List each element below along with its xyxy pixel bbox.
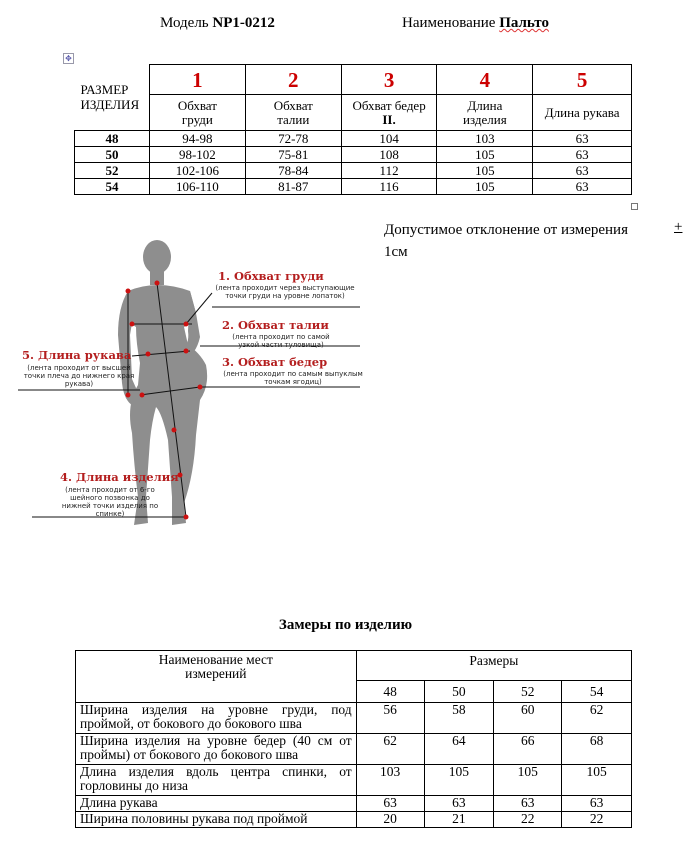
- column-label: Длина рукава: [533, 95, 632, 131]
- size-row-header-text: РАЗМЕР ИЗДЕЛИЯ: [80, 82, 140, 113]
- model-label: Модель: [160, 15, 209, 31]
- value-cell: 63: [533, 131, 632, 147]
- value-cell: 20: [356, 812, 424, 828]
- tolerance-sign: +: [674, 219, 683, 235]
- column-label: Обхват груди: [149, 95, 245, 131]
- column-number: 1: [149, 65, 245, 95]
- value-cell: 105: [494, 765, 562, 796]
- column-label-suffix: II.: [382, 111, 396, 127]
- size-header-cell: 50: [424, 681, 494, 703]
- size-cell: 48: [75, 131, 150, 147]
- value-cell: 105: [424, 765, 494, 796]
- table-row: [75, 147, 632, 163]
- table-row: [75, 179, 632, 195]
- column-label-text: Обхват бедер: [352, 97, 426, 113]
- value-cell: 78-84: [245, 163, 341, 179]
- column-number: 3: [341, 65, 437, 95]
- value-cell: 105: [437, 147, 533, 163]
- size-header-cell: 48: [356, 681, 424, 703]
- column-number: 2: [245, 65, 341, 95]
- value-cell: 105: [562, 765, 632, 796]
- value-cell: 56: [356, 703, 424, 734]
- size-row-header: [75, 65, 150, 131]
- value-cell: 63: [424, 796, 494, 812]
- figure-note-hips: (лента проходит по самым выпуклым точкам ягодиц): [223, 370, 363, 386]
- figure-note-sleeve: (лента проходит от высшей точки плеча до нижнего края рукава): [23, 364, 135, 388]
- model-value: NP1-0212: [212, 15, 275, 31]
- sizes-header: Размеры: [356, 651, 631, 681]
- value-cell: 58: [424, 703, 494, 734]
- table-row: [76, 812, 632, 828]
- column-label: Длина изделия: [437, 95, 533, 131]
- size-header-cell: 52: [494, 681, 562, 703]
- table-row: [75, 163, 632, 179]
- table-resize-handle[interactable]: [631, 203, 638, 210]
- value-cell: 103: [437, 131, 533, 147]
- figure-label-length: 4. Длина изделия: [60, 470, 179, 484]
- size-table: [74, 64, 632, 195]
- value-cell: 63: [533, 179, 632, 195]
- value-cell: 62: [562, 703, 632, 734]
- figure-note-length: (лента проходит от 6-го шейного позвонка до нижней точки изделия по спинке): [61, 486, 159, 518]
- value-cell: 21: [424, 812, 494, 828]
- value-cell: 81-87: [245, 179, 341, 195]
- measurement-name: Длина рукава: [76, 796, 357, 812]
- column-label: Обхват талии: [245, 95, 341, 131]
- value-cell: 105: [437, 163, 533, 179]
- measurement-name: Ширина изделия на уровне груди, под проймой, от бокового до бокового шва: [76, 703, 357, 734]
- table-move-handle-icon[interactable]: ✥: [63, 53, 74, 64]
- value-cell: 63: [356, 796, 424, 812]
- value-cell: 106-110: [149, 179, 245, 195]
- value-cell: 112: [341, 163, 437, 179]
- value-cell: 22: [562, 812, 632, 828]
- value-cell: 60: [494, 703, 562, 734]
- measurement-name: Ширина изделия на уровне бедер (40 см от проймы) от бокового до бокового шва: [76, 734, 357, 765]
- measurement-name: Ширина половины рукава под проймой: [76, 812, 357, 828]
- value-cell: 108: [341, 147, 437, 163]
- value-cell: 98-102: [149, 147, 245, 163]
- value-cell: 94-98: [149, 131, 245, 147]
- measurement-name: Длина изделия вдоль центра спинки, от горловины до низа: [76, 765, 357, 796]
- value-cell: 116: [341, 179, 437, 195]
- size-cell: 52: [75, 163, 150, 179]
- size-header-cell: 54: [562, 681, 632, 703]
- column-number: 5: [533, 65, 632, 95]
- value-cell: 66: [494, 734, 562, 765]
- value-cell: 63: [494, 796, 562, 812]
- size-cell: 50: [75, 147, 150, 163]
- table-row: [76, 765, 632, 796]
- table-row: [76, 796, 632, 812]
- name-value: Пальто: [499, 15, 549, 31]
- figure-label-hips: 3. Обхват бедер: [222, 355, 328, 369]
- value-cell: 105: [437, 179, 533, 195]
- value-cell: 22: [494, 812, 562, 828]
- column-number: 4: [437, 65, 533, 95]
- tolerance-note: [384, 219, 684, 263]
- value-cell: 64: [424, 734, 494, 765]
- name-header: Наименование мест измерений: [76, 651, 357, 703]
- figure-note-chest: (лента проходит через выступающие точки груди на уровне лопаток): [215, 284, 355, 300]
- value-cell: 102-106: [149, 163, 245, 179]
- model-line: [160, 15, 275, 32]
- table-row: [76, 703, 632, 734]
- figure-note-waist: (лента проходит по самой узкой части туловища): [232, 333, 330, 349]
- tolerance-value: 1см: [384, 244, 408, 260]
- figure-label-chest: 1. Обхват груди: [218, 269, 324, 283]
- measurements-table: [75, 650, 632, 828]
- table-row: [75, 131, 632, 147]
- measurements-title: Замеры по изделию: [278, 617, 413, 633]
- value-cell: 75-81: [245, 147, 341, 163]
- value-cell: 63: [533, 147, 632, 163]
- value-cell: 62: [356, 734, 424, 765]
- value-cell: 63: [562, 796, 632, 812]
- size-cell: 54: [75, 179, 150, 195]
- figure-label-waist: 2. Обхват талии: [222, 318, 329, 332]
- value-cell: 68: [562, 734, 632, 765]
- value-cell: 72-78: [245, 131, 341, 147]
- column-label: [341, 95, 437, 131]
- table-row: [76, 734, 632, 765]
- value-cell: 104: [341, 131, 437, 147]
- name-label: Наименование: [402, 15, 496, 31]
- value-cell: 63: [533, 163, 632, 179]
- figure-label-sleeve: 5. Длина рукава: [22, 348, 132, 362]
- value-cell: 103: [356, 765, 424, 796]
- product-name-line: [402, 15, 549, 32]
- tolerance-text: Допустимое отклонение от измерения: [384, 222, 628, 238]
